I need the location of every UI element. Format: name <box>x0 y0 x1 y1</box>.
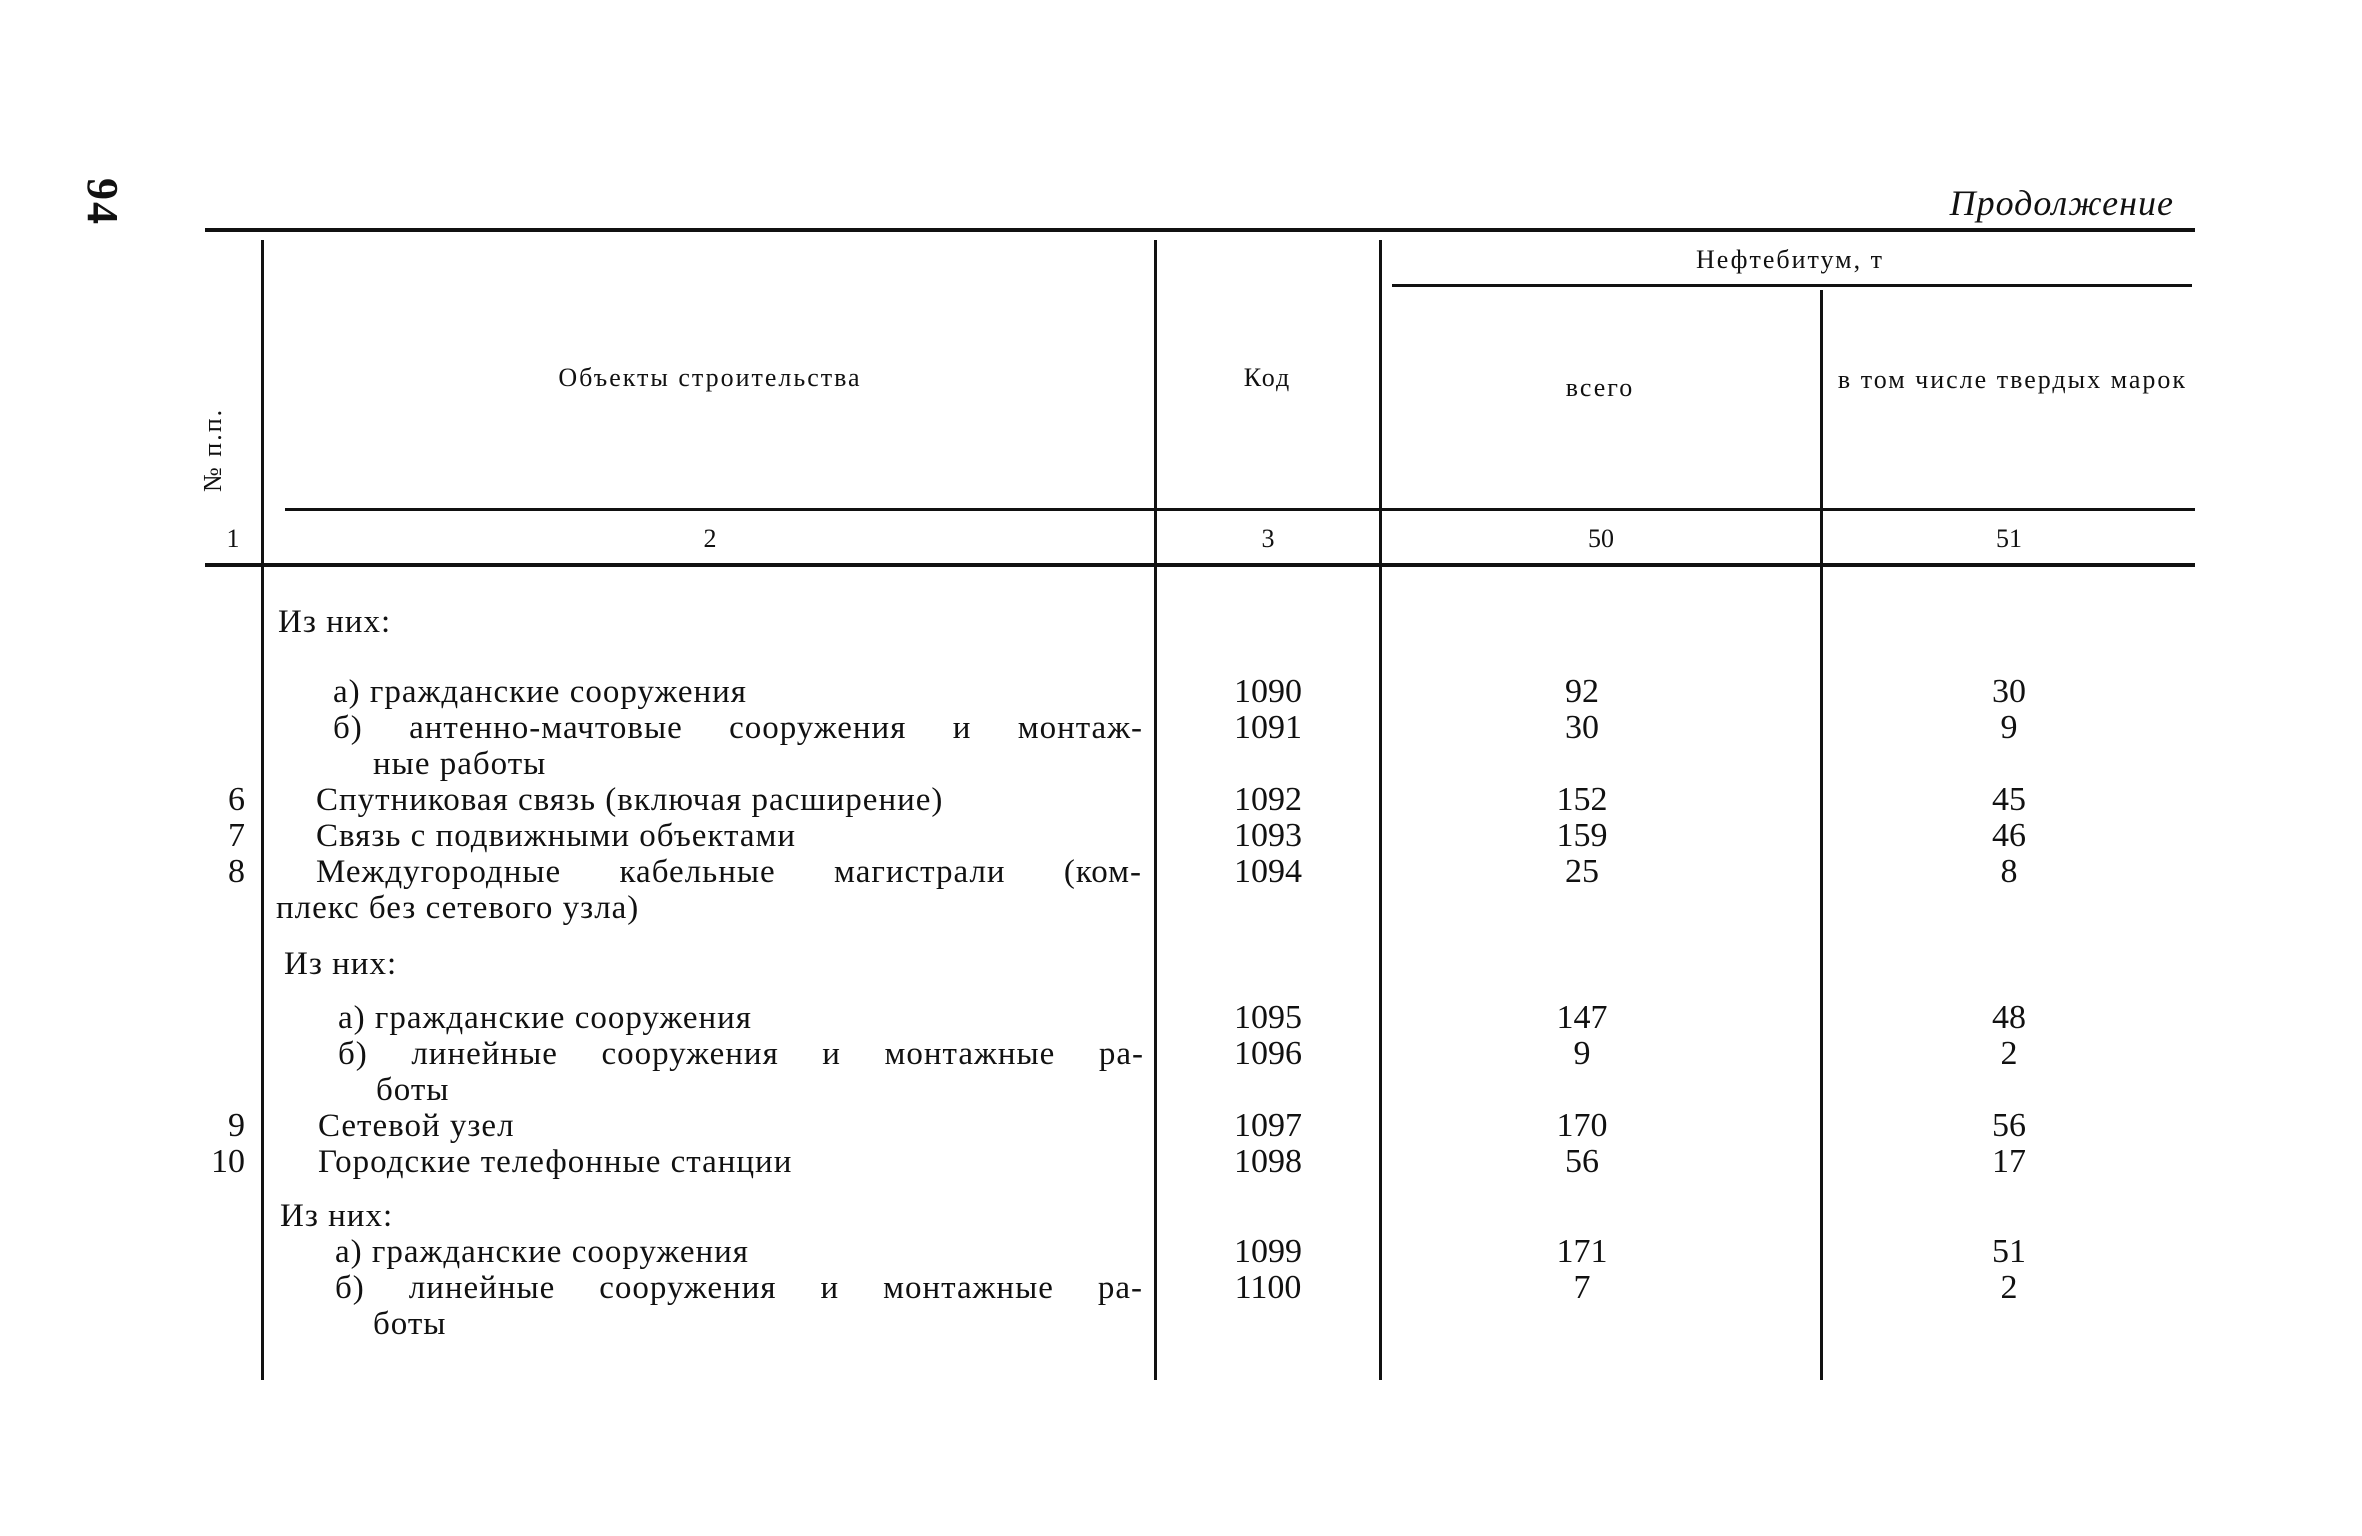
group-header-rule <box>1392 284 2192 287</box>
row-object-name: Спутниковая связь (включая расширение) <box>316 782 944 818</box>
column-number-2: 2 <box>703 524 717 553</box>
row-object-name-continued: боты <box>373 1306 447 1342</box>
row-object-name-continued: боты <box>376 1072 450 1108</box>
header-row-number: № п.п. <box>198 407 227 492</box>
row-object-name: Связь с подвижными объектами <box>316 818 797 854</box>
row-object-name: Междугородные кабельные магистрали (ком- <box>316 854 1142 890</box>
row-object-name: Сетевой узел <box>318 1108 515 1144</box>
row-object-name: б) линейные сооружения и монтажные ра- <box>338 1036 1144 1072</box>
row-hard: 2 <box>2000 1269 2018 1306</box>
row-code: 1092 <box>1234 781 1302 818</box>
row-total: 159 <box>1556 817 1608 854</box>
row-code: 1100 <box>1234 1269 1302 1306</box>
row-hard: 48 <box>1992 999 2026 1036</box>
row-hard: 2 <box>2000 1035 2018 1072</box>
row-object-name-continued: плекс без сетевого узла) <box>276 890 640 926</box>
header-total: всего <box>1565 373 1635 402</box>
column-numbers-rule <box>205 563 2195 567</box>
row-number: 8 <box>228 853 245 890</box>
row-number: 6 <box>228 781 245 818</box>
row-total: 56 <box>1565 1143 1599 1180</box>
row-number: 10 <box>211 1143 245 1180</box>
row-code: 1098 <box>1234 1143 1302 1180</box>
row-object-name: а) гражданские сооружения <box>335 1234 749 1270</box>
header-bottom-rule <box>285 508 2195 511</box>
row-hard: 51 <box>1992 1233 2026 1270</box>
table-top-rule <box>205 228 2195 232</box>
column-number-3: 3 <box>1261 524 1275 553</box>
row-code: 1091 <box>1234 709 1302 746</box>
row-hard: 8 <box>2000 853 2018 890</box>
row-total: 7 <box>1573 1269 1591 1306</box>
row-hard: 30 <box>1992 673 2026 710</box>
row-subheader: Из них: <box>278 604 392 640</box>
row-hard: 56 <box>1992 1107 2026 1144</box>
row-total: 9 <box>1573 1035 1591 1072</box>
row-hard: 17 <box>1992 1143 2026 1180</box>
row-total: 147 <box>1556 999 1608 1036</box>
row-code: 1093 <box>1234 817 1302 854</box>
header-group-bitumen: Нефтебитум, т <box>1695 245 1885 274</box>
header-objects: Объекты строительства <box>558 363 862 392</box>
row-hard: 45 <box>1992 781 2026 818</box>
row-code: 1099 <box>1234 1233 1302 1270</box>
row-object-name: а) гражданские сооружения <box>333 674 747 710</box>
col-divider-1 <box>261 240 264 1380</box>
row-code: 1090 <box>1234 673 1302 710</box>
row-object-name: Городские телефонные станции <box>318 1144 793 1180</box>
row-number: 7 <box>228 817 245 854</box>
header-hard-grades: в том числе твердых марок <box>1837 365 2188 394</box>
row-total: 92 <box>1565 673 1599 710</box>
row-hard: 46 <box>1992 817 2026 854</box>
page-number: 94 <box>78 178 127 226</box>
row-object-name: б) антенно-мачтовые сооружения и монтаж- <box>333 710 1143 746</box>
row-code: 1096 <box>1234 1035 1302 1072</box>
row-total: 25 <box>1565 853 1599 890</box>
row-code: 1095 <box>1234 999 1302 1036</box>
row-total: 170 <box>1556 1107 1608 1144</box>
continuation-label: Продолжение <box>1949 183 2174 223</box>
header-code: Код <box>1243 363 1292 392</box>
row-total: 30 <box>1565 709 1599 746</box>
row-object-name: б) линейные сооружения и монтажные ра- <box>335 1270 1143 1306</box>
row-hard: 9 <box>2000 709 2018 746</box>
row-number: 9 <box>228 1107 245 1144</box>
row-code: 1094 <box>1234 853 1302 890</box>
row-object-name-continued: ные работы <box>373 746 547 782</box>
column-number-50: 50 <box>1588 524 1614 553</box>
column-number-1: 1 <box>226 524 240 553</box>
column-number-51: 51 <box>1996 524 2022 553</box>
row-subheader: Из них: <box>284 946 398 982</box>
row-object-name: а) гражданские сооружения <box>338 1000 752 1036</box>
row-code: 1097 <box>1234 1107 1302 1144</box>
row-subheader: Из них: <box>280 1198 394 1234</box>
row-total: 171 <box>1556 1233 1608 1270</box>
row-total: 152 <box>1556 781 1608 818</box>
